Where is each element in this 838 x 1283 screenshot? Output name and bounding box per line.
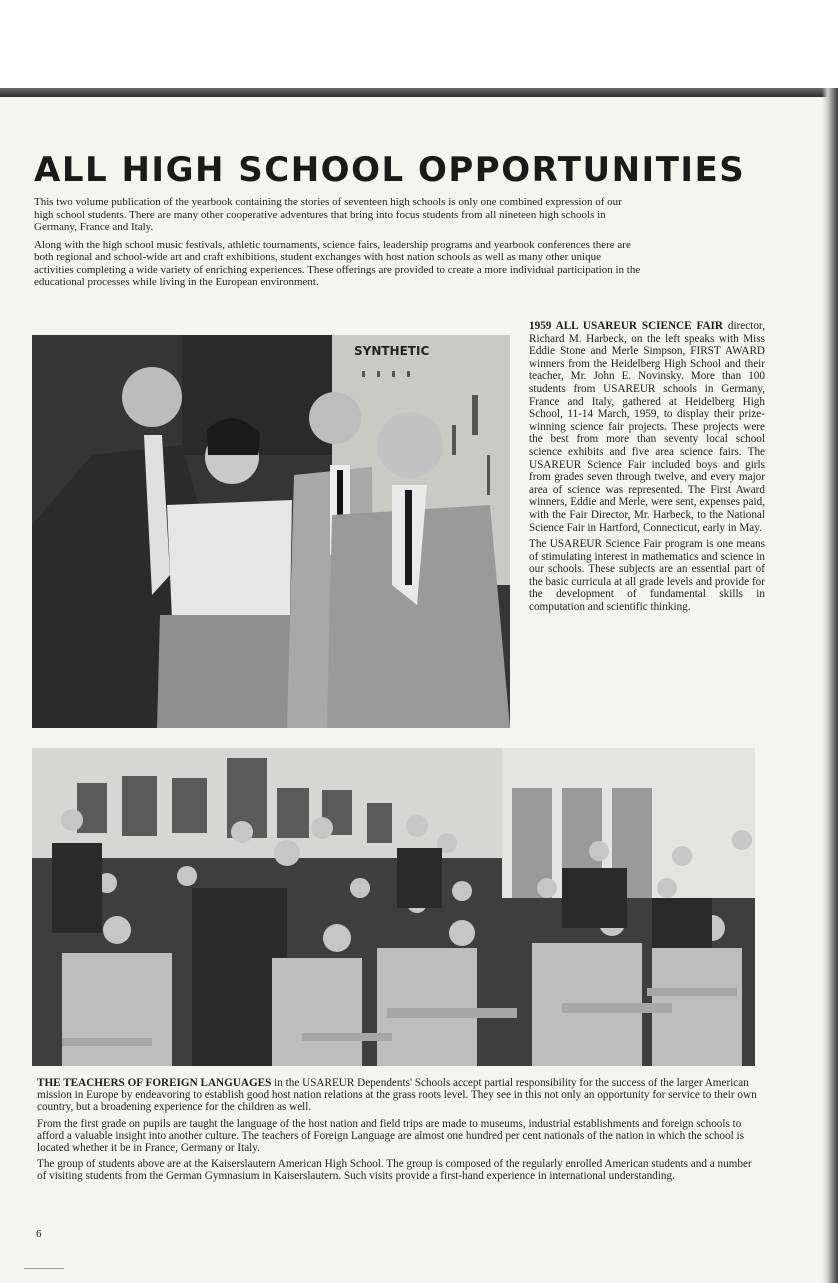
page-top-edge: [0, 88, 838, 97]
science-fair-caption-lead: 1959 ALL USAREUR SCIENCE FAIR: [529, 320, 723, 332]
science-fair-photo-illustration: [32, 335, 510, 728]
science-fair-caption-paragraph-2: The USAREUR Science Fair program is one means of stimulating interest in mathematics and science in our schools. These subjects are an essential part of the basic curricula at all grade levels and provide for the development of fundamental skills in computation and scientific thinking.: [529, 538, 765, 614]
science-fair-photo: [32, 335, 510, 728]
languages-caption-body: in the USAREUR Dependents' Schools accept partial responsibility for the success of the larger American mission in Europe by endeavoring to establish good host nation relations at the grass roots level. They see in this not only an opportunity for service to their own country, but a broadening experience for the children as well.: [37, 1077, 757, 1114]
page-number: 6: [36, 1228, 42, 1240]
page-title: ALL HIGH SCHOOL OPPORTUNITIES: [34, 150, 746, 190]
intro-paragraph-1: This two volume publication of the yearbook containing the stories of seventeen high schools is only one combined expression of our high school students. There are many other cooperative adventures that bring into focus students from all nineteen high schools in Germany, France and Italy.: [34, 196, 622, 233]
languages-caption-lead: THE TEACHERS OF FOREIGN LANGUAGES: [37, 1077, 272, 1089]
languages-caption-paragraph-2: From the first grade on pupils are taught the language of the host nation and field trips are made to museums, industrial establishments and foreign schools to afford a valuable insight into another culture. The teachers of Foreign Language are almost one hundred per cent nationals of the nation in which the school is located whether it be in France, Germany or Italy.: [37, 1117, 744, 1155]
binding-shadow: [822, 88, 838, 1283]
intro-text: [34, 196, 642, 294]
languages-caption-paragraph-3: The group of students above are at the Kaiserslautern American High School. The group is composed of the regularly enrolled American students and a number of visiting students from the German Gymnasium in Kaiserslautern. Such visits provide a first-hand experience in international understanding.: [37, 1158, 752, 1183]
science-fair-caption: [529, 320, 765, 618]
intro-paragraph-2: Along with the high school music festivals, athletic tournaments, science fairs, leadership programs and yearbook conferences there are both regional and school-wide art and craft exhibitions, student exchanges with host nation schools as well as many other unique activities completing a wide variety of enriching experiences. These offerings are provided to create a more individual participation in the educational processes while living in the European environment.: [34, 238, 641, 288]
bottom-rule: [24, 1268, 64, 1269]
classroom-photo-illustration: [32, 748, 755, 1066]
classroom-photo: [32, 748, 755, 1066]
languages-caption: [37, 1077, 757, 1187]
science-fair-caption-body: director, Richard M. Harbeck, on the left speaks with Miss Eddie Stone and Merle Simpson, FIRST AWARD winners from the Heidelberg High School and their teacher, Mr. John E. Novinsky. More than 100 students from USAREUR schools in Germany, France and Italy, gathered at Heidelberg High School, 11-14 March, 1959, to display their prize-winning science fair projects. These projects were the best from more than seventy local school science exhibits and five area science fairs. The USAREUR Science Fair included boys and girls from grades seven through twelve, and every major area of science was represented. The First Award winners, Eddie and Merle, were sent, expenses paid, with the Fair Director, Mr. Harbeck, to the National Science Fair in Hartford, Connecticut, early in May.: [529, 320, 765, 534]
scan-top-margin: [0, 0, 838, 88]
synthetic-sign: SYNTHETIC: [354, 344, 430, 358]
